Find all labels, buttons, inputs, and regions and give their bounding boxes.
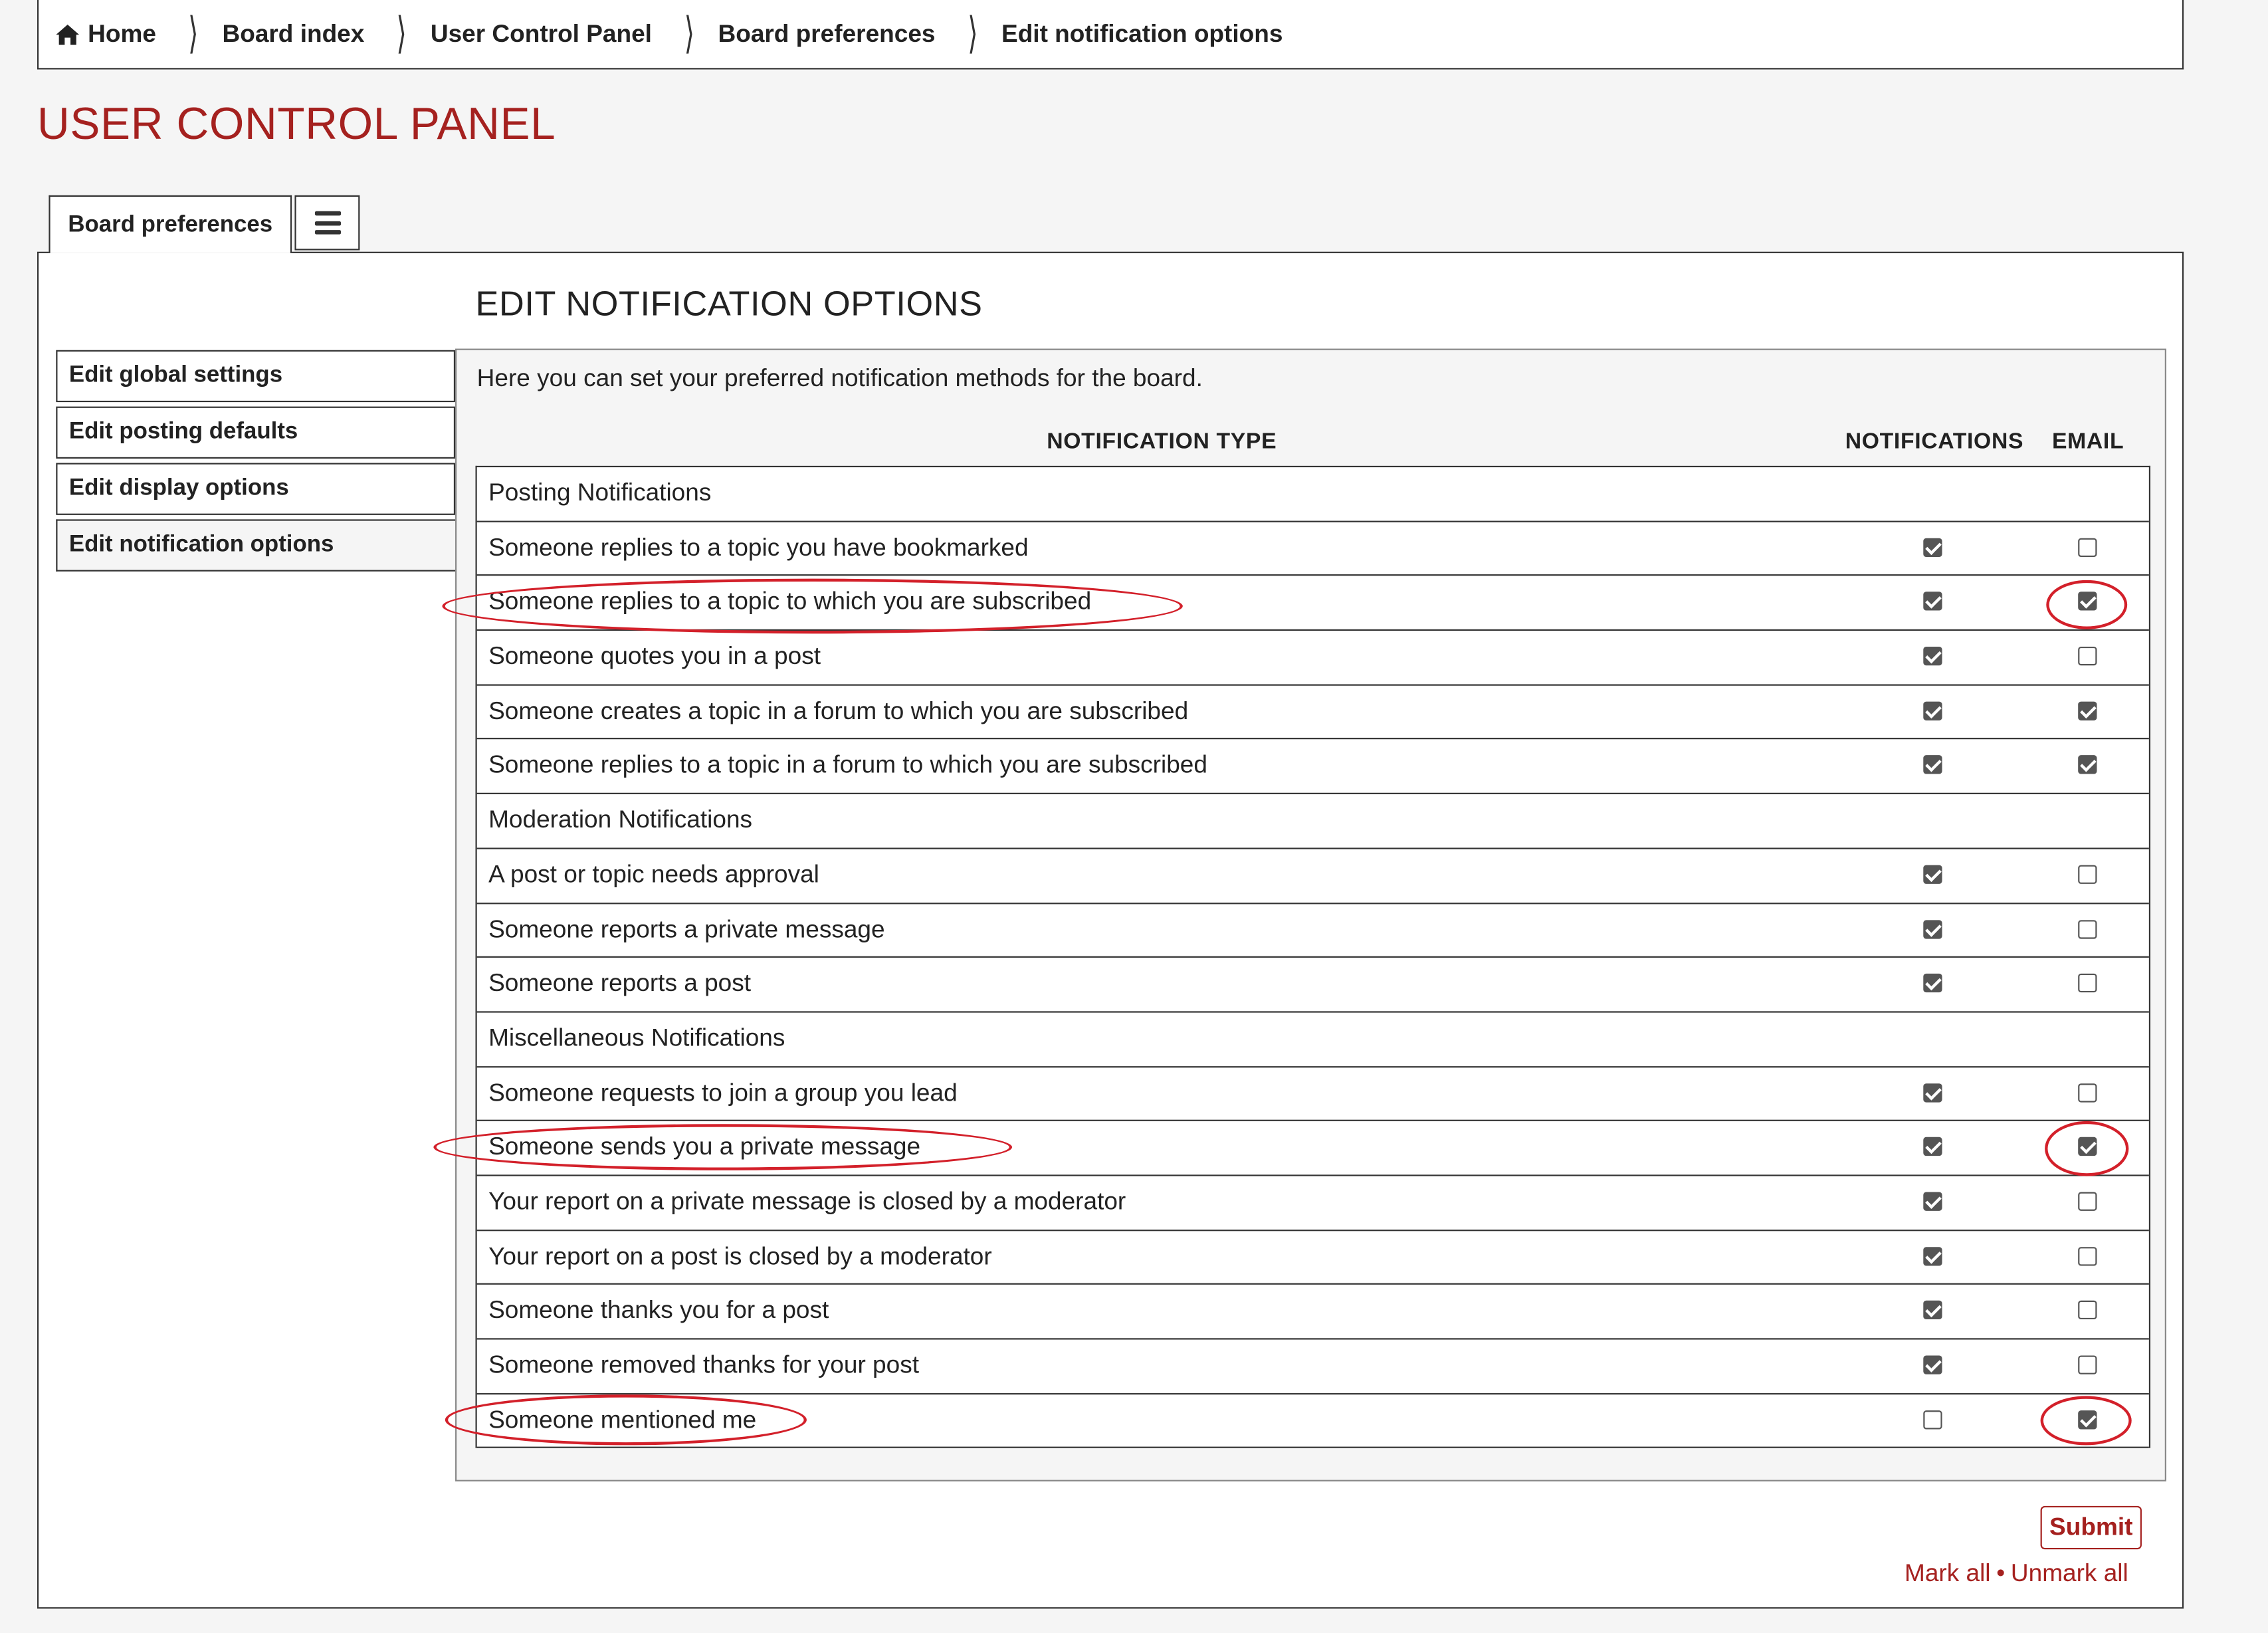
notifications-checkbox[interactable]	[1923, 1301, 1942, 1319]
breadcrumb-label: Board preferences	[718, 19, 936, 47]
notification-row	[477, 958, 2149, 1012]
mark-links	[1905, 1559, 2128, 1588]
home-icon	[56, 24, 79, 44]
notifications-checkbox[interactable]	[1923, 1083, 1942, 1101]
notification-row	[477, 1067, 2149, 1121]
unmark-all-link[interactable]: Unmark all	[2010, 1559, 2128, 1587]
notifications-checkbox[interactable]	[1923, 1137, 1942, 1156]
email-checkbox[interactable]	[2078, 1301, 2097, 1319]
column-header-email: EMAIL	[2052, 429, 2124, 455]
notifications-checkbox[interactable]	[1923, 865, 1942, 883]
email-checkbox[interactable]	[2078, 538, 2097, 556]
hamburger-icon	[314, 211, 340, 235]
email-checkbox[interactable]	[2078, 701, 2097, 720]
notification-label: Someone creates a topic in a forum to which you are subscribed	[488, 697, 1189, 724]
breadcrumb-board-preferences[interactable]	[652, 9, 936, 57]
notification-label: Someone replies to a topic you have bookmarked	[488, 533, 1029, 561]
tab-menu-button[interactable]	[294, 195, 360, 251]
notification-row	[477, 903, 2149, 958]
notification-label: Someone reports a private message	[488, 915, 885, 943]
group-header-row	[477, 794, 2149, 849]
email-checkbox[interactable]	[2078, 1246, 2097, 1265]
notification-label: Someone mentioned me	[488, 1405, 757, 1434]
breadcrumb-label: Board index	[222, 19, 365, 47]
notification-label: Someone reports a post	[488, 969, 752, 998]
notifications-checkbox[interactable]	[1923, 1192, 1942, 1210]
breadcrumb-label: Edit notification options	[1001, 19, 1283, 47]
notification-row	[477, 631, 2149, 685]
email-checkbox[interactable]	[2078, 1410, 2097, 1429]
notifications-checkbox[interactable]	[1923, 647, 1942, 665]
notifications-checkbox[interactable]	[1923, 538, 1942, 556]
notification-label: A post or topic needs approval	[488, 860, 819, 889]
notification-options-panel	[455, 349, 2166, 1481]
notification-row	[477, 849, 2149, 903]
email-checkbox[interactable]	[2078, 1192, 2097, 1210]
group-header-label: Moderation Notifications	[488, 806, 753, 833]
email-checkbox[interactable]	[2078, 756, 2097, 774]
page-frame	[37, 0, 2184, 1633]
sidebar-item-global-settings[interactable]: Edit global settings	[56, 350, 455, 402]
column-header-type: NOTIFICATION TYPE	[1047, 429, 1277, 455]
notification-row	[477, 1176, 2149, 1230]
breadcrumb-ucp[interactable]	[364, 9, 652, 57]
email-checkbox[interactable]	[2078, 974, 2097, 992]
sidebar-item-posting-defaults[interactable]: Edit posting defaults	[56, 407, 455, 459]
notification-label: Someone replies to a topic in a forum to which you are subscribed	[488, 751, 1207, 779]
email-checkbox[interactable]	[2078, 1137, 2097, 1156]
notification-row	[477, 1285, 2149, 1340]
notification-label: Someone sends you a private message	[488, 1133, 921, 1161]
breadcrumb-edit-notification-options[interactable]	[935, 9, 1283, 57]
notification-row	[477, 576, 2149, 631]
link-separator: •	[1996, 1559, 2006, 1587]
breadcrumb-label: User Control Panel	[430, 19, 652, 47]
email-checkbox[interactable]	[2078, 647, 2097, 665]
intro-text: Here you can set your preferred notification methods for the board.	[476, 364, 1203, 392]
notification-row	[477, 1340, 2149, 1394]
notification-label: Someone quotes you in a post	[488, 642, 821, 670]
breadcrumb-home[interactable]	[56, 19, 156, 49]
notifications-checkbox[interactable]	[1923, 1246, 1942, 1265]
notification-label: Someone removed thanks for your post	[488, 1351, 920, 1379]
notification-label: Someone requests to join a group you lead	[488, 1078, 958, 1107]
notifications-checkbox[interactable]	[1923, 756, 1942, 774]
notification-row	[477, 1394, 2149, 1449]
sidebar-item-notification-options[interactable]: Edit notification options	[56, 519, 459, 571]
notification-row	[477, 1230, 2149, 1285]
breadcrumb	[37, 0, 2184, 69]
main-panel	[37, 252, 2184, 1609]
notification-row	[477, 740, 2149, 794]
notification-table	[476, 466, 2151, 1449]
tab-board-preferences[interactable]: Board preferences	[49, 195, 292, 253]
column-header-notifications: NOTIFICATIONS	[1845, 429, 2024, 455]
notification-label: Someone thanks you for a post	[488, 1296, 829, 1325]
notifications-checkbox[interactable]	[1923, 974, 1942, 992]
breadcrumb-label: Home	[88, 19, 156, 47]
email-checkbox[interactable]	[2078, 592, 2097, 611]
notification-label: Your report on a private message is closed by a moderator	[488, 1187, 1126, 1216]
section-title: EDIT NOTIFICATION OPTIONS	[475, 284, 983, 324]
breadcrumb-separator-icon: ⟩	[396, 9, 407, 57]
mark-all-link[interactable]: Mark all	[1904, 1559, 1991, 1587]
notification-row	[477, 685, 2149, 740]
email-checkbox[interactable]	[2078, 865, 2097, 883]
group-header-label: Posting Notifications	[488, 479, 712, 506]
sidebar	[56, 350, 455, 576]
breadcrumb-separator-icon: ⟩	[684, 9, 694, 57]
notifications-checkbox[interactable]	[1923, 919, 1942, 938]
sidebar-item-display-options[interactable]: Edit display options	[56, 463, 455, 515]
breadcrumb-separator-icon: ⟩	[188, 9, 199, 57]
notifications-checkbox[interactable]	[1923, 1410, 1942, 1429]
breadcrumb-board-index[interactable]	[156, 9, 365, 57]
notification-label: Someone replies to a topic to which you are subscribed	[488, 588, 1092, 615]
notifications-checkbox[interactable]	[1923, 592, 1942, 611]
notification-row	[477, 522, 2149, 576]
notification-row	[477, 1121, 2149, 1176]
page-title: USER CONTROL PANEL	[37, 98, 556, 150]
notification-label: Your report on a post is closed by a moderator	[488, 1242, 992, 1270]
submit-button[interactable]: Submit	[2041, 1506, 2142, 1549]
email-checkbox[interactable]	[2078, 1083, 2097, 1101]
notifications-checkbox[interactable]	[1923, 701, 1942, 720]
group-header-row	[477, 1012, 2149, 1067]
email-checkbox[interactable]	[2078, 1355, 2097, 1374]
email-checkbox[interactable]	[2078, 919, 2097, 938]
group-header-row	[477, 467, 2149, 522]
notifications-checkbox[interactable]	[1923, 1355, 1942, 1374]
breadcrumb-separator-icon: ⟩	[968, 9, 978, 57]
group-header-label: Miscellaneous Notifications	[488, 1024, 785, 1052]
